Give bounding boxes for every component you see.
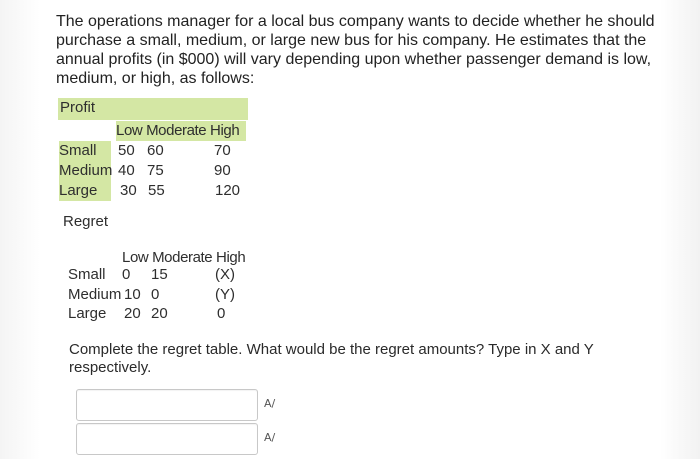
regret-cell-large-low: 20 [124,305,141,322]
profit-row-label-medium: Medium [59,162,113,179]
regret-row-label-large: Large [68,305,107,322]
profit-cell-medium-moderate: 75 [147,162,164,179]
regret-row-label-medium: Medium [68,286,122,303]
profit-cell-small-moderate: 60 [147,142,164,159]
regret-cell-small-low: 0 [122,266,131,283]
profit-table-title: Profit [58,98,248,120]
profit-cell-small-high: 70 [214,142,231,159]
profit-cell-medium-high: 90 [214,162,231,179]
profit-table-header: Low Moderate High [116,121,246,141]
regret-cell-medium-moderate: 0 [151,286,160,303]
regret-table-header: Low Moderate High [122,249,246,266]
answer-input-y[interactable] [76,423,258,455]
spellcheck-icon[interactable]: A/ [264,431,276,444]
spellcheck-icon[interactable]: A/ [264,397,276,410]
profit-row-label-small: Small [59,141,111,161]
regret-cell-small-high: (X) [215,266,235,283]
instruction-text: Complete the regret table. What would be the regret amounts? Type in X and Y respectively. [69,341,594,376]
profit-row-label-large: Large [59,181,111,201]
regret-cell-large-moderate: 20 [151,305,168,322]
regret-row-label-small: Small [68,266,106,283]
profit-cell-large-low: 30 [120,182,137,199]
answer-input-x[interactable] [76,389,258,421]
profit-cell-medium-low: 40 [118,162,135,179]
regret-table-title: Regret [63,213,109,230]
regret-cell-small-moderate: 15 [151,266,168,283]
profit-cell-large-high: 120 [215,182,241,199]
profit-cell-small-low: 50 [118,142,135,159]
regret-cell-medium-low: 10 [124,286,141,303]
regret-cell-large-high: 0 [217,305,226,322]
profit-cell-large-moderate: 55 [148,182,165,199]
question-text: The operations manager for a local bus company wants to decide whether he should purchase a small, medium, or large new bus for his company. He estimates that the annual profits (in $000) will vary depending upon whether passenger demand is low, medium, or high, as follows: [56,13,655,87]
regret-cell-medium-high: (Y) [215,286,235,303]
